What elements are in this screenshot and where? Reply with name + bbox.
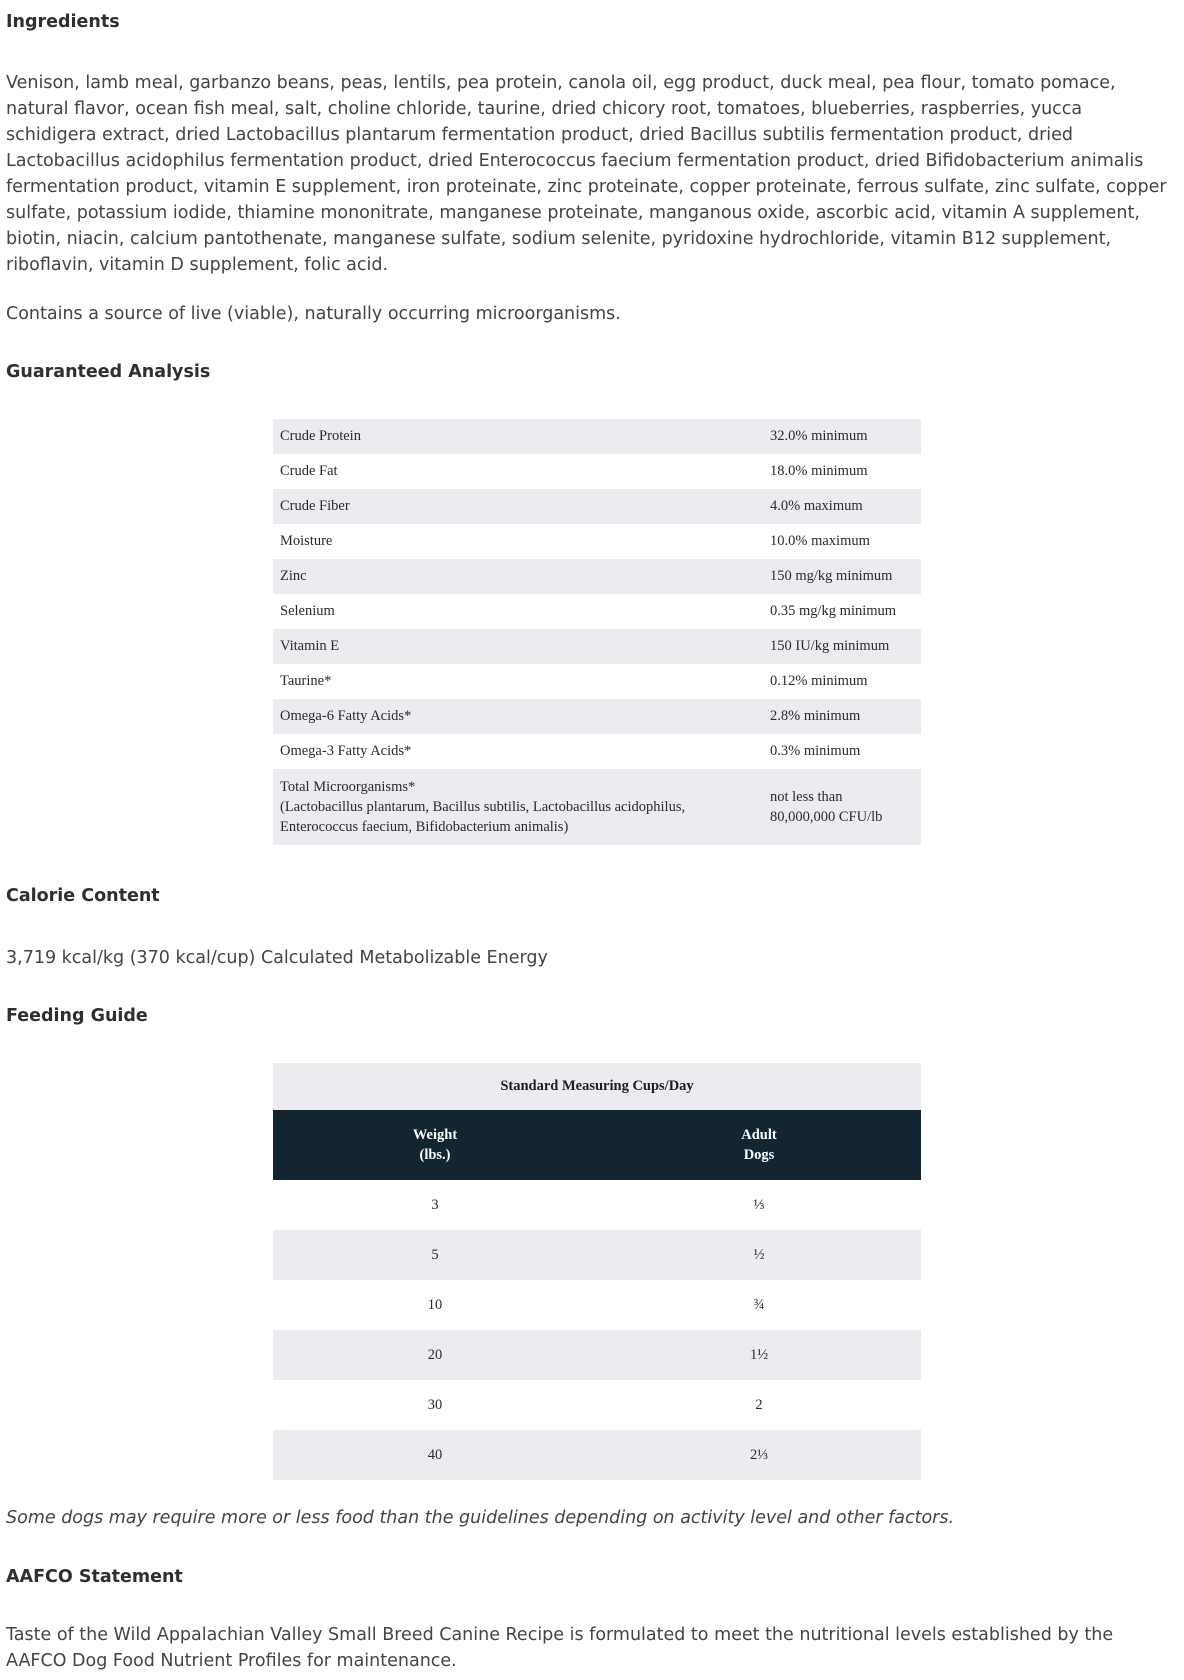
table-row xyxy=(273,664,921,699)
nutrient-value: 0.3% minimum xyxy=(763,734,921,769)
table-row xyxy=(273,1180,921,1230)
nutrient-value: 4.0% maximum xyxy=(763,489,921,524)
calorie-content-heading: Calorie Content xyxy=(6,886,160,906)
table-row-microorganisms xyxy=(273,769,921,845)
table-row xyxy=(273,559,921,594)
microorganisms-label-line: (Lactobacillus plantarum, Bacillus subtilis, Lactobacillus acidophilus, xyxy=(280,799,686,815)
column-header-weight: Weight (lbs.) xyxy=(412,1127,458,1163)
column-header-adult-dogs: Adult Dogs xyxy=(741,1127,777,1163)
table-row xyxy=(273,1230,921,1280)
ingredients-note: Contains a source of live (viable), naturally occurring microorganisms. xyxy=(6,304,621,324)
nutrient-label: Vitamin E xyxy=(273,629,763,664)
cups-cell: 2 xyxy=(755,1396,763,1413)
table-row xyxy=(273,1330,921,1380)
table-row xyxy=(273,489,921,524)
nutrient-label: Omega-3 Fatty Acids* xyxy=(273,734,763,769)
table-row xyxy=(273,454,921,489)
weight-cell: 40 xyxy=(427,1446,443,1463)
nutrient-label: Crude Fiber xyxy=(273,489,763,524)
microorganisms-value-line: not less than xyxy=(770,789,843,805)
table-row xyxy=(273,594,921,629)
weight-cell: 30 xyxy=(427,1396,443,1413)
calorie-content-text: 3,719 kcal/kg (370 kcal/cup) Calculated Metabolizable Energy xyxy=(6,948,548,968)
nutrient-value xyxy=(763,769,921,845)
weight-cell: 3 xyxy=(431,1196,439,1213)
feeding-guide-heading: Feeding Guide xyxy=(6,1006,148,1026)
nutrient-value: 0.12% minimum xyxy=(763,664,921,699)
nutrient-label: Omega-6 Fatty Acids* xyxy=(273,699,763,734)
aafco-heading: AAFCO Statement xyxy=(6,1567,183,1587)
guaranteed-analysis-heading: Guaranteed Analysis xyxy=(6,362,211,382)
nutrient-label: Selenium xyxy=(273,594,763,629)
table-row xyxy=(273,1430,921,1480)
guaranteed-analysis-table xyxy=(273,419,921,845)
table-row xyxy=(273,1380,921,1430)
nutrient-label: Crude Protein xyxy=(273,419,763,454)
nutrient-value: 18.0% minimum xyxy=(763,454,921,489)
weight-cell: 20 xyxy=(427,1346,443,1363)
nutrient-value: 32.0% minimum xyxy=(763,419,921,454)
microorganisms-label-line: Enterococcus faecium, Bifidobacterium animalis) xyxy=(280,819,569,835)
feeding-guide-table xyxy=(273,1063,921,1480)
table-row xyxy=(273,1280,921,1330)
nutrient-value: 2.8% minimum xyxy=(763,699,921,734)
nutrient-value: 150 mg/kg minimum xyxy=(763,559,921,594)
nutrient-value: 150 IU/kg minimum xyxy=(763,629,921,664)
nutrient-label: Taurine* xyxy=(273,664,763,699)
feeding-table-caption: Standard Measuring Cups/Day xyxy=(273,1063,921,1110)
weight-cell: 10 xyxy=(427,1296,443,1313)
cups-cell: ¾ xyxy=(753,1296,765,1313)
table-row xyxy=(273,699,921,734)
table-row xyxy=(273,734,921,769)
ingredients-text: Venison, lamb meal, garbanzo beans, peas, lentils, pea protein, canola oil, egg product, duck meal, pea flour, tomato pomace, natural flavor, ocean fish meal, salt, choline chloride, taurine, dried chicory root, tomatoes, blueberries, raspberries, yucca schidigera extract, dried Lactobacillus plantarum fermentation product, dried Bacillus subtilis fermentation product, dried Lactobacillus acidophilus fermentation product, dried Enterococcus faecium fermentation product, dried Bifidobacterium animalis fermentation product, vitamin E supplement, iron proteinate, zinc proteinate, copper proteinate, ferrous sulfate, zinc sulfate, copper sulfate, potassium iodide, thiamine mononitrate, manganese proteinate, manganous oxide, ascorbic acid, vitamin A supplement, biotin, niacin, calcium pantothenate, manganese sulfate, sodium selenite, pyridoxine hydrochloride, vitamin B12 supplement, riboflavin, vitamin D supplement, folic acid. xyxy=(6,73,1167,275)
table-row xyxy=(273,629,921,664)
nutrient-value: 0.35 mg/kg minimum xyxy=(763,594,921,629)
cups-cell: 1½ xyxy=(749,1346,769,1363)
cups-cell: ⅓ xyxy=(753,1196,765,1213)
nutrient-label xyxy=(273,769,763,845)
nutrient-value: 10.0% maximum xyxy=(763,524,921,559)
nutrient-label: Moisture xyxy=(273,524,763,559)
microorganisms-label-line: Total Microorganisms* xyxy=(280,779,416,795)
microorganisms-value-line: 80,000,000 CFU/lb xyxy=(770,809,883,825)
aafco-text: Taste of the Wild Appalachian Valley Small Breed Canine Recipe is formulated to meet the nutritional levels established by the AAFCO Dog Food Nutrient Profiles for maintenance. xyxy=(6,1625,1114,1671)
nutrient-label: Zinc xyxy=(273,559,763,594)
cups-cell: ½ xyxy=(753,1246,765,1263)
weight-cell: 5 xyxy=(431,1246,439,1263)
feeding-guide-note: Some dogs may require more or less food than the guidelines depending on activity level and other factors. xyxy=(6,1508,955,1528)
table-row xyxy=(273,419,921,454)
table-row xyxy=(273,524,921,559)
cups-cell: 2⅓ xyxy=(749,1446,769,1463)
nutrient-label: Crude Fat xyxy=(273,454,763,489)
ingredients-heading: Ingredients xyxy=(6,12,120,32)
feeding-table-header xyxy=(273,1110,921,1180)
